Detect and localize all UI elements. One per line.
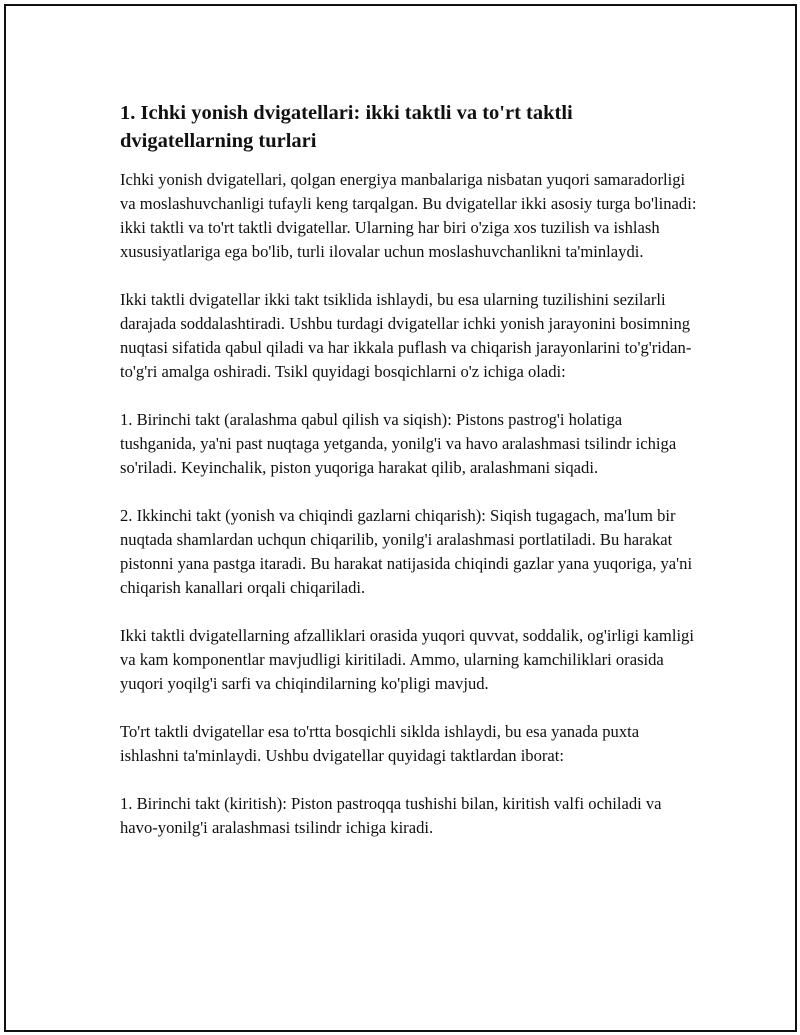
paragraph-four-stroke: To'rt taktli dvigatellar esa to'rtta bosqichli siklda ishlaydi, bu esa yanada puxta ishlashni ta'minlaydi. Ushbu dvigatellar quyidagi taktlardan iborat:	[120, 722, 640, 765]
paragraph-intro: Ichki yonish dvigatellari, qolgan energiya manbalariga nisbatan yuqori samaradorligi va moslashuvchanligi tufayli keng tarqalgan. Bu dvigatellar ikki asosiy turga bo'linadi: ikki taktli va to'rt taktli dvigatellar. Ularning har biri o'ziga xos tuzilish va ishlash xususiyatlariga ega bo'lib, turli ilovalar uchun moslashuvchanlikni ta'minlaydi.	[120, 170, 697, 261]
paragraph-two-stroke-step-1: 1. Birinchi takt (aralashma qabul qilish va siqish): Pistons pastrog'i holatiga tushganida, ya'ni past nuqtaga yetganda, yonilg'i va havo aralashmasi tsilindr ichiga so'riladi. Keyinchalik, piston yuqoriga harakat qilib, aralashmani siqadi.	[120, 410, 677, 477]
paragraph-two-stroke-step-2: 2. Ikkinchi takt (yonish va chiqindi gazlarni chiqarish): Siqish tugagach, ma'lum bir nuqtada shamlardan uchqun chiqarilib, yonilg'i aralashmasi portlatiladi. Bu harakat pistonni yana pastga itaradi. Bu harakat natijasida chiqindi gazlar yana yuqoriga, ya'ni chiqarish kanallari orqali chiqariladi.	[120, 506, 693, 597]
document-body	[120, 99, 700, 864]
paragraph-two-stroke-pros-cons: Ikki taktli dvigatellarning afzalliklari orasida yuqori quvvat, soddalik, og'irligi kamligi va kam komponentlar mavjudligi kiritiladi. Ammo, ularning kamchiliklari orasida yuqori yoqilg'i sarfi va chiqindilarning ko'pligi mavjud.	[120, 626, 694, 693]
paragraph-four-stroke-step-1: 1. Birinchi takt (kiritish): Piston pastroqqa tushishi bilan, kiritish valfi ochiladi va havo-yonilg'i aralashmasi tsilindr ichiga kiradi.	[120, 794, 662, 837]
paragraph-two-stroke: Ikki taktli dvigatellar ikki takt tsiklida ishlaydi, bu esa ularning tuzilishini sezilarli darajada soddalashtiradi. Ushbu turdagi dvigatellar ichki yonish jarayonini bosimning nuqtasi sifatida qabul qiladi va har ikkala puflash va chiqarish jarayonlarini to'g'ridan-to'g'ri amalga oshiradi. Tsikl quyidagi bosqichlarni o'z ichiga oladi:	[120, 290, 692, 381]
section-heading: 1. Ichki yonish dvigatellari: ikki taktli va to'rt taktli dvigatellarning turlari	[120, 102, 573, 152]
page-frame	[4, 4, 797, 1032]
